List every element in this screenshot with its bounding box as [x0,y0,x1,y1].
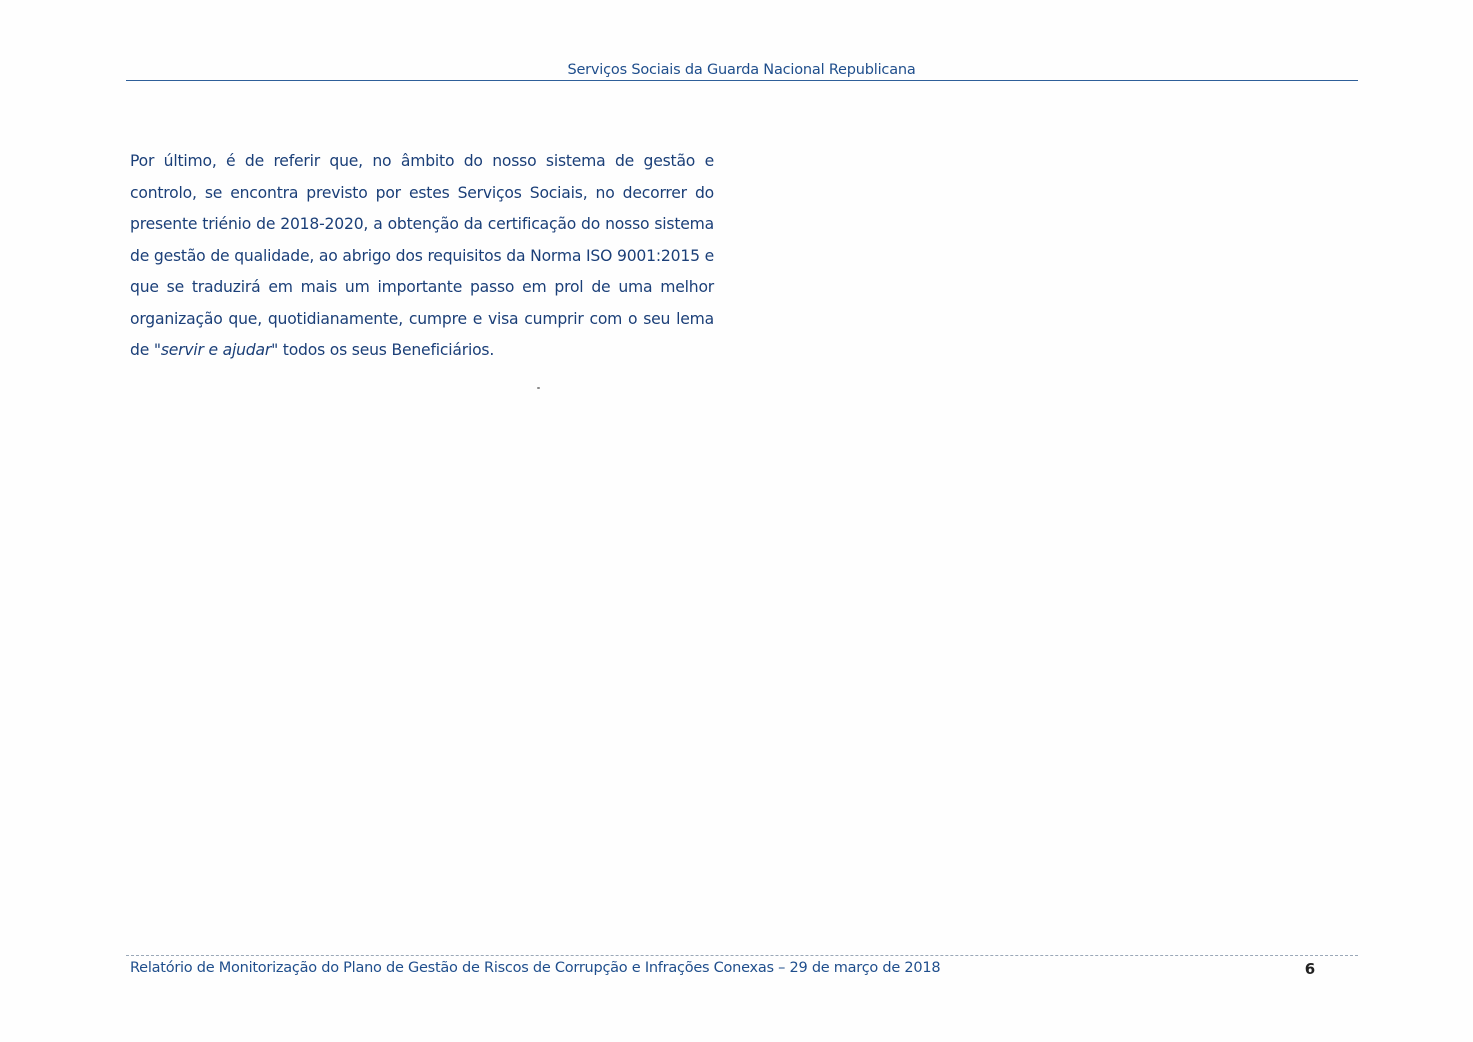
paragraph-text-end: " todos os seus Beneficiários. [271,341,495,359]
scan-speck [537,387,540,389]
paragraph-text-start: Por último, é de referir que, no âmbito do nosso sistema de gestão e controlo, se encontra previsto por estes Serviços Sociais, no decorrer do presente triénio de 2018-2020, a obtenção da certificação do nosso sistema de gestão de qualidade, ao abrigo dos requisitos da Norma ISO 9001:2015 e que se traduzirá em mais um importante passo em prol de uma melhor organização que, quotidianamente, cumpre e visa cumprir com o seu lema de " [130,152,714,359]
header-divider [126,80,1358,81]
body-paragraph [130,146,714,367]
footer-report-title: Relatório de Monitorização do Plano de Gestão de Riscos de Corrupção e Infrações Conexas – 29 de março de 2018 [130,960,941,976]
motto-quote: servir e ajudar [160,341,272,359]
page-number: 6 [1304,960,1316,978]
footer-divider [126,955,1358,956]
header-title: Serviços Sociais da Guarda Nacional Republicana [567,62,916,78]
